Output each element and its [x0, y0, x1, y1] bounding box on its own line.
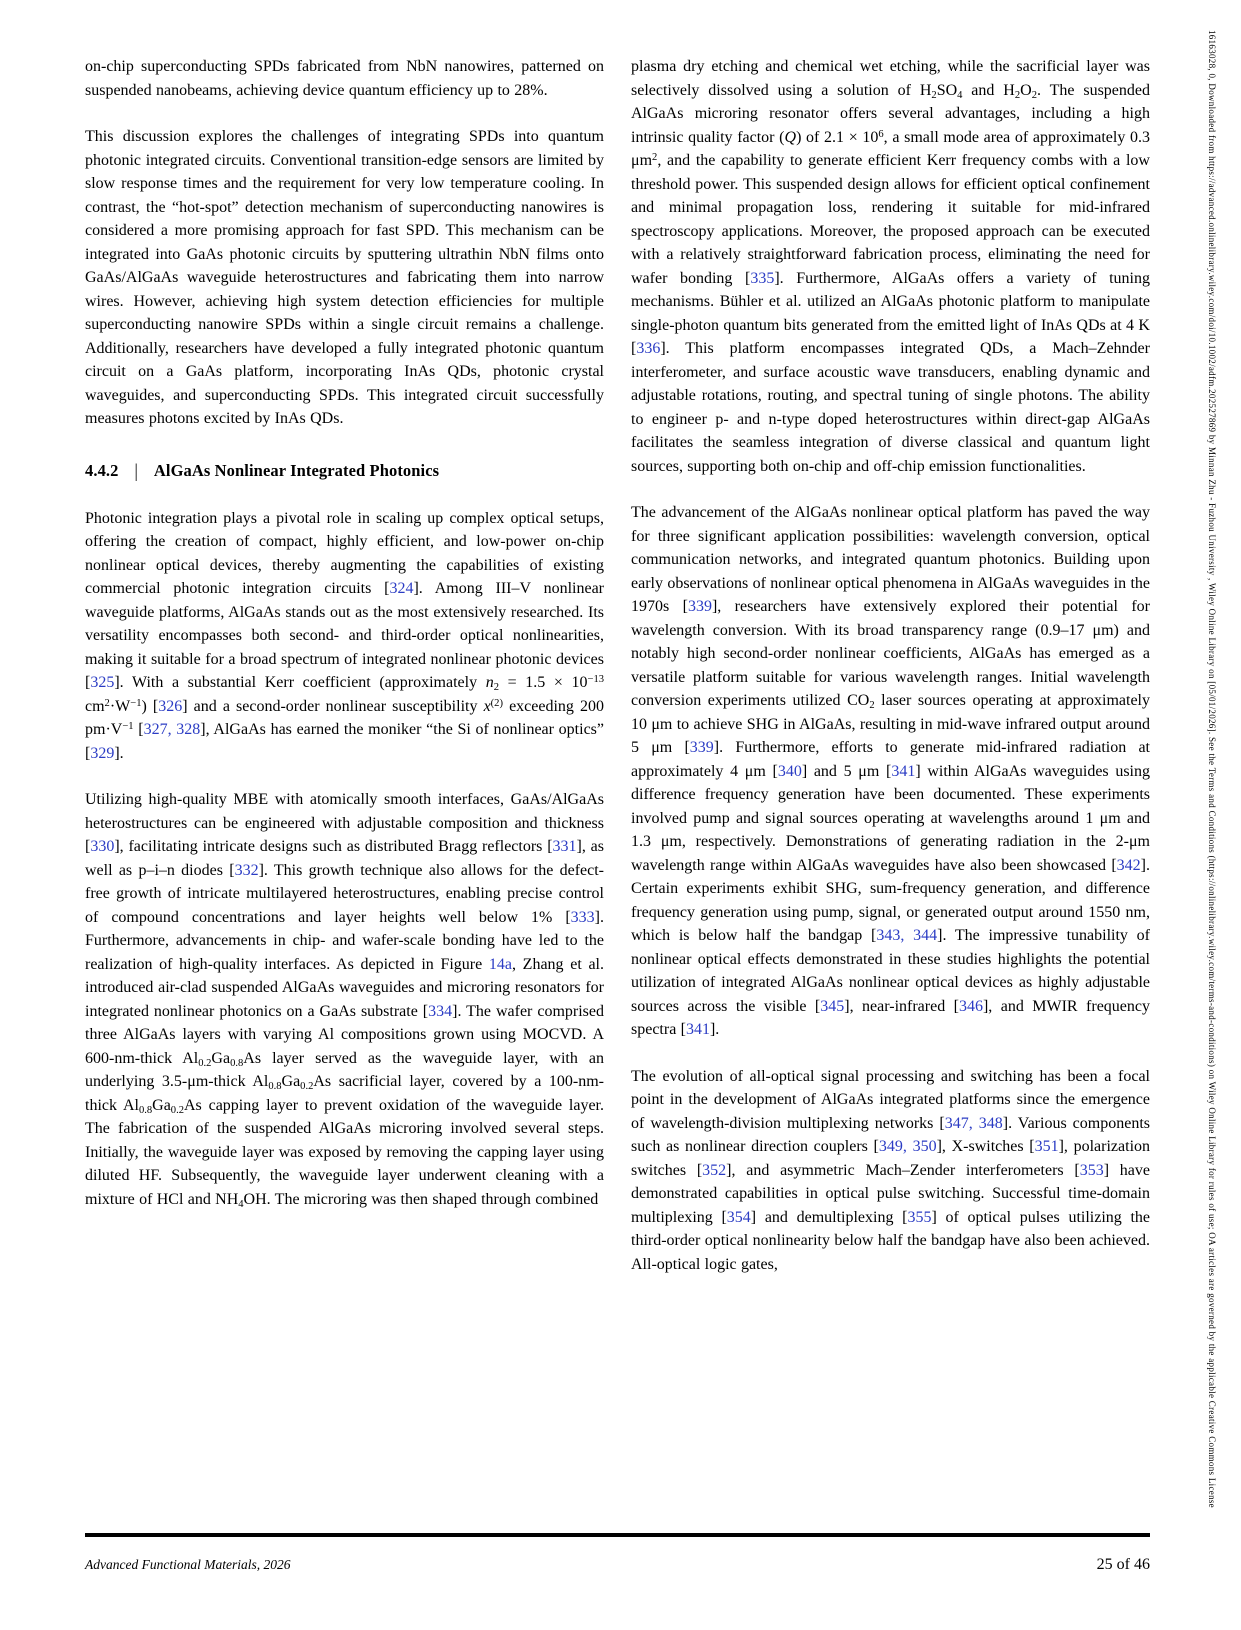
paragraph-all-optical-switching: The evolution of all-optical signal processing and switching has been a focal point in the development of AlGaAs integrated platforms since the emergence of wavelength-division multiplexing networks [347, 348]. Various components such as nonlinear direction couplers [349, 350], X-switches [351], polarization switches [352], and asymmetric Mach–Zender interferometers [353] have demonstrated capabilities in optical pulse switching. Successful time-domain multiplexing [354] and demultiplexing [355] of optical pulses utilizing the third-order optical nonlinearity below half the bandgap have also been achieved. All-optical logic gates,: [631, 1067, 1150, 1273]
subscript: 0.2: [170, 1104, 184, 1116]
citation-link[interactable]: 342: [1116, 856, 1141, 874]
subscript: 0.8: [138, 1104, 153, 1116]
subscript: 0.2: [300, 1080, 314, 1092]
italic-symbol: Q: [784, 128, 797, 146]
subscript: 0.2: [198, 1057, 212, 1069]
citation-link[interactable]: 324: [389, 580, 414, 597]
license-sidebar-text: 16163028, 0, Downloaded from https://advanced.onlinelibrary.wiley.com/doi/10.1002/adfm.202527869 by Minnan Zhu - Fuzhou University , Wiley Online Library on [05/01/2026]. See the Terms and Conditions (https://onlinelibrary.wiley.com/terms-and-conditions) on Wiley Online Library for rules of use; OA articles are governed by the applicable Creative Commons License: [1207, 30, 1217, 1508]
superscript: 2: [104, 697, 110, 709]
subscript: 2: [869, 699, 875, 711]
paragraph-continued: on-chip superconducting SPDs fabricated from NbN nanowires, patterned on suspended nanobeams, achieving device quantum efficiency up to 28%.: [85, 58, 604, 99]
citation-link[interactable]: 14a: [488, 955, 513, 973]
paragraph-etching-continued: plasma dry etching and chemical wet etching, while the sacrificial layer was selectively dissolved using a solution of $H_2SO_4$ and $H_2O_2$. The suspended AlGaAs microring resonator offers several advantages, including a high intrinsic quality factor (Q) of $2.1 \times 10^6$, a small mode area of approximately 0.3 $\mu m^2$, and the capability to generate efficient Kerr frequency combs with a low threshold power. This suspended design allows for efficient optical confinement and minimal propagation loss, rendering it suitable for mid-infrared spectroscopy applications. Moreover, the proposed approach can be executed with a relatively straightforward fabrication process, eliminating the need for wafer bonding [335]. Furthermore, AlGaAs offers a variety of tuning mechanisms. Bühler et al. utilized an AlGaAs photonic platform to manipulate single-photon quantum bits generated from the emitted light of InAs QDs at 4 K [336]. This platform encompasses integrated QDs, a Mach–Zehnder interferometer, and surface acoustic wave transducers, enabling dynamic and adjustable rotations, routing, and spectral tuning of single photons. The ability to engineer p- and n-type doped heterostructures within direct-gap AlGaAs facilitates the seamless integration of diverse classical and quantum light sources, supporting both on-chip and off-chip emission functionalities.: [631, 58, 1150, 475]
subscript: 2: [931, 89, 937, 101]
section-number: 4.4.2: [85, 460, 119, 480]
citation-link[interactable]: 352: [702, 1161, 727, 1179]
citation-link[interactable]: 336: [636, 340, 661, 357]
subscript: 0.8: [230, 1057, 244, 1069]
citation-link[interactable]: 327, 328: [143, 721, 201, 738]
superscript: −1: [130, 697, 142, 709]
citation-link[interactable]: 351: [1034, 1138, 1059, 1155]
citation-link[interactable]: 341: [685, 1021, 710, 1038]
section-title: AlGaAs Nonlinear Integrated Photonics: [153, 460, 440, 480]
footer-rule: [85, 1533, 1150, 1537]
subscript: 4: [957, 89, 963, 101]
subscript: 2: [493, 681, 499, 693]
paragraph-spd-discussion: This discussion explores the challenges of integrating SPDs into quantum photonic integrated circuits. Conventional transition-edge sensors are limited by slow response times and the requirement for very low temperature cooling. In contrast, the “hot-spot” detection mechanism of superconducting nanowires is considered a more promising approach for fast SPD. This mechanism can be integrated into GaAs photonic circuits by sputtering ultrathin NbN films onto GaAs/AlGaAs waveguide heterostructures and fabricating them into narrow wires. However, achieving high system detection efficiencies for multiple superconducting nanowire SPDs within a single circuit remains a challenge. Additionally, researchers have developed a fully integrated photonic quantum circuit on a GaAs platform, incorporating InAs QDs, photonic crystal waveguides, and superconducting SPDs. This integrated circuit successfully measures photons excited by InAs QDs.: [85, 128, 604, 427]
paragraph-platform-advancement: The advancement of the AlGaAs nonlinear optical platform has paved the way for three significant application possibilities: wavelength conversion, optical communication networks, and integrated quantum photonics. Building upon early observations of nonlinear optical phenomena in AlGaAs waveguides in the 1970s [339], researchers have extensively explored their potential for wavelength conversion. With its broad transparency range (0.9–17 μm) and notably high second-order nonlinear coefficients, AlGaAs has emerged as a versatile platform suitable for various wavelength ranges. Initial wavelength conversion experiments utilized $CO_2$ laser sources operating at approximately 10 μm to achieve SHG in AlGaAs, resulting in mid-wave infrared output around 5 μm [339]. Furthermore, efforts to generate mid-infrared radiation at approximately 4 μm [340] and 5 μm [341] within AlGaAs waveguides using difference frequency generation have been documented. These experiments involved pump and signal sources operating at wavelengths around 1 μm and 1.3 μm, respectively. Demonstrations of generating radiation in the 2-μm wavelength range within AlGaAs waveguides have also been showcased [342]. Certain experiments exhibit SHG, sum-frequency generation, and difference frequency generation using pump, signal, or generated output around 1550 nm, which is below half the bandgap [343, 344]. The impressive tunability of nonlinear optical effects demonstrated in these studies highlights the potential utilization of integrated AlGaAs nonlinear optical devices as highly adjustable sources across the visible [345], near-infrared [346], and MWIR frequency spectra [341].: [631, 504, 1150, 1038]
italic-symbol: x: [483, 697, 491, 715]
subscript: 2: [1031, 89, 1037, 101]
citation-link[interactable]: 339: [689, 739, 714, 756]
subscript: 2: [1014, 89, 1021, 101]
paragraph-photonic-integration: Photonic integration plays a pivotal role in scaling up complex optical setups, offering the creation of compact, highly efficient, and low-power on-chip nonlinear optical devices, thereby augmenting the capabilities of existing commercial photonic integration circuits [324]. Among III–V nonlinear waveguide platforms, AlGaAs stands out as the most extensively researched. Its versatility encompasses both second- and third-order optical nonlinearities, making it suitable for a broad spectrum of integrated nonlinear photonic devices [325]. With a substantial Kerr coefficient (approximately $n_2 = 1.5 \times 10^{-13}$ $cm^2\cdot W^{-1}$) [326] and a second-order nonlinear susceptibility $x^{(2)}$ exceeding 200 $pm\cdot V^{-1}$ [327, 328], AlGaAs has earned the moniker “the Si of nonlinear optics” [329].: [85, 509, 605, 762]
citation-link[interactable]: 331: [552, 838, 577, 855]
left-column: [85, 55, 604, 1527]
citation-link[interactable]: 347, 348: [944, 1114, 1003, 1132]
citation-link[interactable]: 355: [907, 1208, 932, 1226]
citation-link[interactable]: 339: [687, 598, 712, 615]
superscript: 6: [878, 128, 884, 140]
superscript: −1: [122, 720, 134, 732]
superscript: (2): [490, 697, 503, 709]
subscript: 0.8: [268, 1080, 282, 1092]
citation-link[interactable]: 332: [234, 861, 259, 879]
citation-link[interactable]: 333: [570, 908, 595, 926]
citation-link[interactable]: 349, 350: [878, 1138, 937, 1155]
text-columns: [85, 55, 1150, 1527]
citation-link[interactable]: 329: [90, 744, 115, 762]
citation-link[interactable]: 325: [90, 674, 115, 691]
superscript: −13: [587, 673, 604, 685]
citation-link[interactable]: 346: [958, 997, 983, 1015]
heading-separator-bar: |: [134, 459, 138, 481]
italic-symbol: n: [485, 674, 494, 691]
superscript: 2: [652, 151, 658, 163]
citation-link[interactable]: 335: [750, 269, 775, 287]
citation-link[interactable]: 334: [428, 1002, 453, 1020]
citation-link[interactable]: 343, 344: [876, 927, 938, 944]
subscript: 4: [238, 1198, 244, 1210]
citation-link[interactable]: 340: [777, 762, 802, 780]
journal-name: Advanced Functional Materials, 2026: [85, 1557, 291, 1572]
paragraph-mbe-growth: Utilizing high-quality MBE with atomically smooth interfaces, GaAs/AlGaAs heterostructures can be engineered with adjustable composition and thickness [330], facilitating intricate designs such as distributed Bragg reflectors [331], as well as p–i–n diodes [332]. This growth technique also allows for the defect-free growth of intricate multilayered heterostructures, enabling precise control of compound concentrations and layer heights well below 1% [333]. Furthermore, advancements in chip- and wafer-scale bonding have led to the realization of high-quality interfaces. As depicted in Figure 14a, Zhang et al. introduced air-clad suspended AlGaAs waveguides and microring resonators for integrated nonlinear photonics on a GaAs substrate [334]. The wafer comprised three AlGaAs layers with varying Al compositions grown using MOCVD. A 600-nm-thick $Al_{0.2}Ga_{0.8}As$ layer served as the waveguide layer, with an underlying 3.5-μm-thick $Al_{0.8}Ga_{0.2}As$ sacrificial layer, covered by a 100-nm-thick $Al_{0.8}Ga_{0.2}As$ capping layer to prevent oxidation of the waveguide layer. The fabrication of the suspended AlGaAs microring involved several steps. Initially, the waveguide layer was exposed by removing the capping layer using diluted HF. Subsequently, the waveguide layer underwent cleaning with a mixture of HCl and $NH_4OH$. The microring was then shaped through combined: [85, 791, 605, 1210]
page-footer: [85, 1556, 1150, 1574]
right-column: [631, 55, 1150, 1527]
citation-link[interactable]: 341: [891, 762, 916, 780]
citation-link[interactable]: 326: [158, 697, 183, 715]
citation-link[interactable]: 345: [820, 997, 845, 1015]
citation-link[interactable]: 330: [90, 838, 115, 855]
section-heading: [85, 461, 604, 481]
citation-link[interactable]: 354: [726, 1208, 751, 1226]
page-number: 25 of 46: [1096, 1556, 1150, 1573]
citation-link[interactable]: 353: [1079, 1161, 1104, 1179]
